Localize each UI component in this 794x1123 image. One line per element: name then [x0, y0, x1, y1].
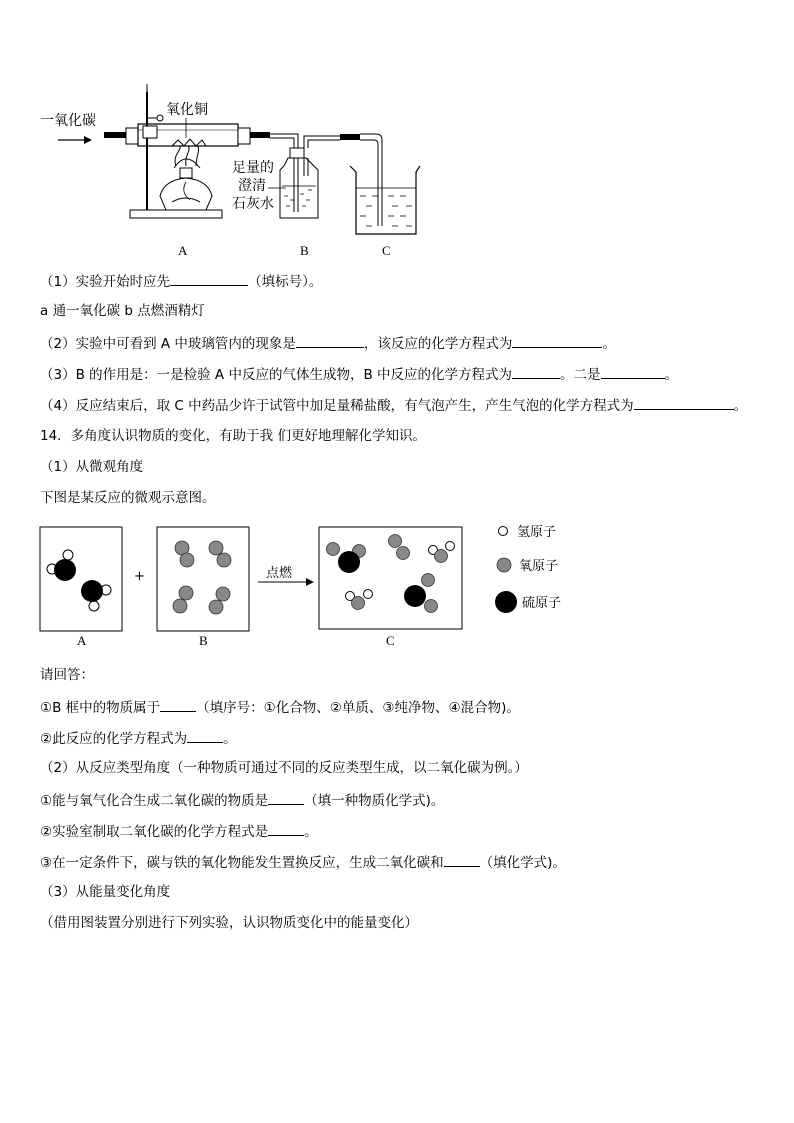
- answer-blank[interactable]: [512, 364, 560, 379]
- q14-sub3-note: [40, 914, 418, 932]
- co-gas-label: 一氧化碳: [40, 113, 96, 129]
- q14-sub3-text: （3）从能量变化角度: [40, 884, 171, 900]
- plus-sign: +: [134, 569, 145, 584]
- box-a: [40, 527, 122, 631]
- outlet-rubber-tube: [250, 132, 270, 138]
- q14-intro: [40, 489, 216, 507]
- answer-prompt-text: 请回答：: [40, 667, 94, 683]
- q14-reaction-item2-text: ②实验室制取二氧化碳的化学方程式是: [40, 824, 269, 840]
- q13-part3-text-b: 。二是: [560, 367, 601, 383]
- apparatus-label-c: C: [382, 243, 391, 258]
- q14-reaction-item1-text: ①能与氧气化合生成二氧化碳的物质是: [40, 793, 269, 809]
- flame: [174, 146, 200, 168]
- limewater-label-3: 石灰水: [232, 196, 274, 212]
- q14-sub1: [40, 458, 143, 476]
- beaker: [350, 166, 420, 234]
- sulfur-atom-icon: [495, 591, 517, 613]
- q14-sub3-note-text: （借用图装置分别进行下列实验，认识物质变化中的能量变化）: [40, 915, 418, 931]
- q13-part3-end: 。: [664, 367, 679, 383]
- q13-part4: [40, 395, 747, 415]
- apparatus-diagram: [0, 0, 794, 270]
- limewater-bottle: [280, 148, 318, 218]
- cuo-label: 氧化铜: [166, 102, 208, 118]
- limewater-label-1: 足量的: [232, 160, 274, 176]
- q14-title: [40, 427, 426, 445]
- answer-blank[interactable]: [296, 333, 364, 348]
- ignite-label: 点燃: [266, 566, 293, 581]
- q13-part2-text-b: ，该反应的化学方程式为: [363, 336, 513, 352]
- q13-part3-text: （3）B 的作用是：一是检验 A 中反应的气体生成物，B 中反应的化学方程式为: [40, 367, 513, 383]
- q13-part2-end: 。: [602, 336, 616, 352]
- oxygen-atom-icon: [497, 558, 511, 572]
- q13-options: [40, 302, 205, 320]
- hydrogen-atom-icon: [499, 527, 508, 536]
- answer-blank[interactable]: [444, 852, 480, 867]
- answer-blank[interactable]: [268, 790, 304, 805]
- q13-part1: [40, 271, 322, 291]
- box-label-b: B: [199, 633, 208, 648]
- q13-part4-text: （4）反应结束后，取 C 中药品少许于试管中加足量稀盐酸，有气泡产生，产生气泡的化学方程式为: [40, 398, 634, 414]
- q14-reaction-item3: [40, 852, 566, 872]
- apparatus-label-b: B: [300, 243, 309, 258]
- q13-part4-end: 。: [733, 398, 748, 414]
- q14-item1: [40, 697, 520, 717]
- q13-part2-text: （2）实验中可看到 A 中玻璃管内的现象是: [40, 336, 296, 352]
- q14-sub2-text: （2）从反应类型角度（一种物质可通过不同的反应类型生成，以二氧化碳为例。）: [40, 760, 528, 776]
- gas-inlet-arrow: [58, 136, 92, 144]
- q14-sub1-text: （1）从微观角度: [40, 459, 144, 475]
- answer-blank[interactable]: [170, 271, 248, 286]
- q13-options-text: a 通一氧化碳 b 点燃酒精灯: [40, 303, 205, 319]
- box-label-c: C: [386, 633, 395, 648]
- q14-item2-text: ②此反应的化学方程式为: [40, 731, 188, 747]
- q14-sub3: [40, 883, 170, 901]
- q14-item2-end: 。: [223, 731, 237, 747]
- q13-part1-text: （1）实验开始时应先: [40, 274, 171, 290]
- inlet-rubber-tube: [104, 132, 126, 138]
- legend-oxygen: 氧原子: [519, 559, 559, 574]
- limewater-label-2: 澄清: [238, 178, 266, 194]
- q14-sub2: [40, 759, 528, 777]
- answer-prompt: [40, 666, 94, 684]
- q14-reaction-item2-end: 。: [304, 824, 318, 840]
- answer-blank[interactable]: [634, 395, 734, 410]
- q14-reaction-item3-hint: （填化学式)。: [479, 855, 566, 871]
- q14-item1-text: ①B 框中的物质属于: [40, 700, 161, 716]
- legend-hydrogen: 氢原子: [517, 525, 557, 540]
- q14-reaction-item1-hint: （填一种物质化学式)。: [304, 793, 445, 809]
- q13-part1-hint: （填标号）。: [248, 274, 323, 290]
- q14-title-text: 14．多角度认识物质的变化，有助于我 们更好地理解化学知识。: [40, 428, 426, 444]
- legend: [495, 525, 561, 613]
- apparatus-label-a: A: [178, 243, 188, 258]
- box-b: [157, 527, 249, 631]
- q14-intro-text: 下图是某反应的微观示意图。: [40, 490, 216, 506]
- answer-blank[interactable]: [601, 364, 665, 379]
- q13-part2: [40, 333, 616, 353]
- alcohol-lamp: [160, 168, 212, 210]
- micro-reaction-diagram: [0, 515, 794, 655]
- q14-reaction-item3-text: ③在一定条件下，碳与铁的氧化物能发生置换反应，生成二氧化碳和: [40, 855, 444, 871]
- answer-blank[interactable]: [512, 333, 602, 348]
- q14-item2: [40, 728, 237, 748]
- legend-sulfur: 硫原子: [522, 596, 562, 611]
- box-label-a: A: [77, 633, 87, 648]
- answer-blank[interactable]: [268, 821, 304, 836]
- answer-blank[interactable]: [160, 697, 196, 712]
- answer-blank[interactable]: [187, 728, 223, 743]
- q14-item1-hint: （填序号：①化合物、②单质、③纯净物、④混合物)。: [196, 700, 520, 716]
- q14-reaction-item2: [40, 821, 318, 841]
- q13-part3: [40, 364, 678, 384]
- q14-reaction-item1: [40, 790, 444, 810]
